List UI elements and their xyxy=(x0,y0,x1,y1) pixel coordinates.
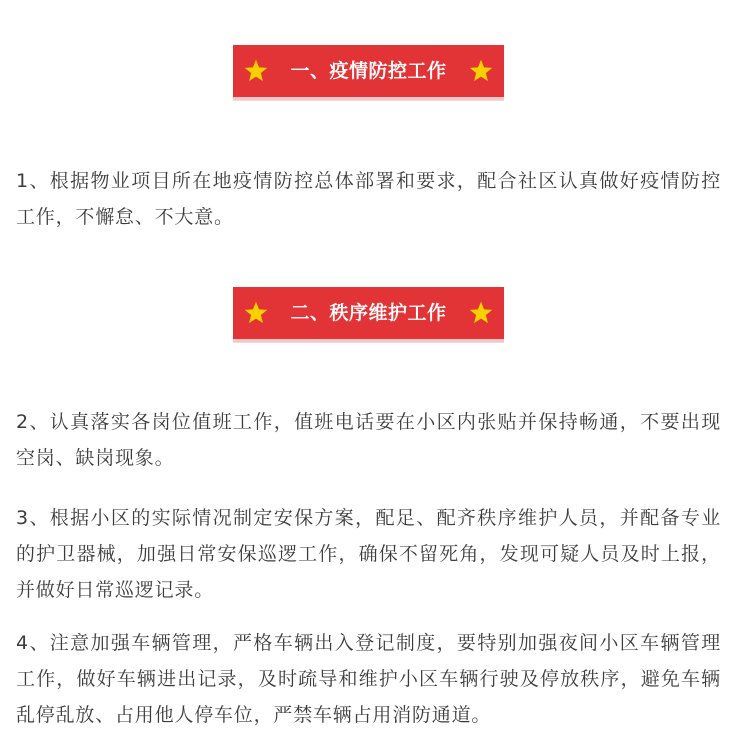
star-icon xyxy=(243,300,269,326)
paragraph-1: 1、根据物业项目所在地疫情防控总体部署和要求，配合社区认真做好疫情防控工作，不懈怠、不大意。 xyxy=(16,170,721,228)
star-icon xyxy=(468,300,494,326)
section-header-banner xyxy=(233,287,504,343)
paragraph-4: 4、注意加强车辆管理，严格车辆出入登记制度，要特别加强夜间小区车辆管理工作，做好车辆进出记录，及时疏导和维护小区车辆行驶及停放秩序，避免车辆乱停乱放、占用他人停车位，严禁车辆占用消防通道。 xyxy=(16,632,721,726)
star-icon xyxy=(243,58,269,84)
section-2-header xyxy=(0,287,737,343)
section-header-banner xyxy=(233,45,504,101)
star-icon xyxy=(468,58,494,84)
section-title: 一、疫情防控工作 xyxy=(290,59,447,82)
paragraph-3: 3、根据小区的实际情况制定安保方案，配足、配齐秩序维护人员，并配备专业的护卫器械，加强日常安保巡逻工作，确保不留死角，发现可疑人员及时上报，并做好日常巡逻记录。 xyxy=(16,507,721,601)
paragraph-2: 2、认真落实各岗位值班工作，值班电话要在小区内张贴并保持畅通，不要出现空岗、缺岗现象。 xyxy=(16,411,721,469)
section-title: 二、秩序维护工作 xyxy=(290,301,447,324)
section-1-header xyxy=(0,45,737,101)
